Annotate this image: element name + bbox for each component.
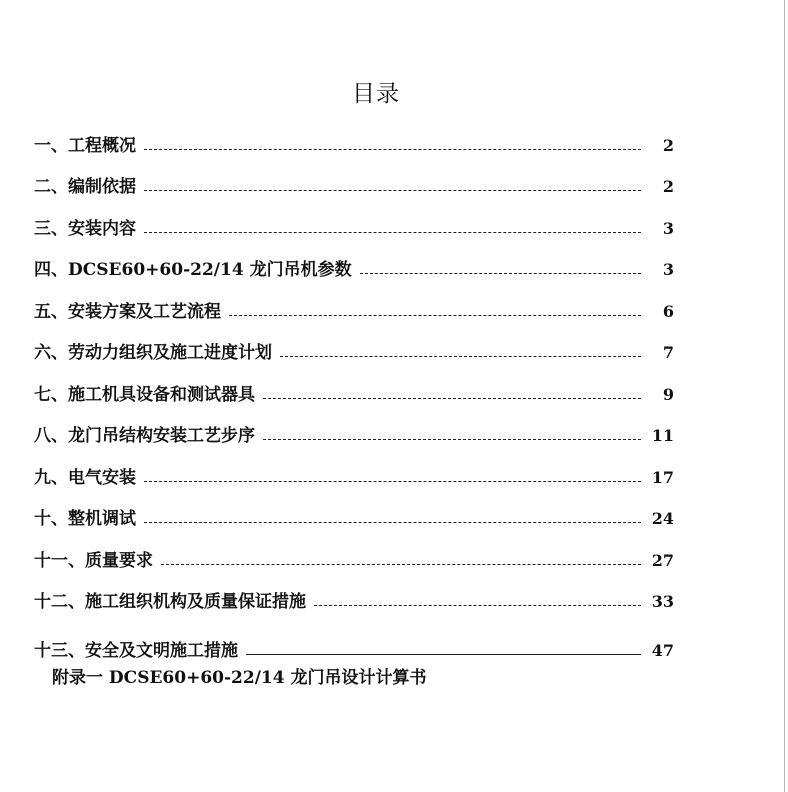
toc-title: 目录 bbox=[352, 81, 400, 107]
toc-entry[interactable] bbox=[34, 166, 674, 208]
toc-entry-page: 9 bbox=[662, 384, 674, 404]
toc-leader-dots bbox=[144, 480, 641, 482]
toc-entry-page: 6 bbox=[662, 301, 674, 321]
toc-entry-label: 六、劳动力组织及施工进度计划 bbox=[34, 343, 272, 363]
toc-entry[interactable] bbox=[34, 629, 674, 671]
table-of-contents bbox=[34, 124, 674, 671]
toc-leader-line bbox=[246, 653, 641, 655]
toc-entry-page: 17 bbox=[651, 467, 674, 487]
toc-entry[interactable] bbox=[34, 332, 674, 374]
toc-entry-label: 三、安装内容 bbox=[34, 218, 136, 239]
appendix-entry[interactable]: 附录一 DCSE60+60-22/14 龙门吊设计计算书 bbox=[52, 668, 427, 688]
toc-entry[interactable] bbox=[34, 498, 674, 540]
toc-entry-page: 24 bbox=[651, 509, 674, 528]
toc-entry-label: 十一、质量要求 bbox=[34, 550, 153, 571]
toc-entry-label: 一、工程概况 bbox=[34, 135, 136, 156]
toc-entry-page: 11 bbox=[651, 426, 674, 445]
toc-entry[interactable] bbox=[34, 415, 674, 457]
toc-leader-dots bbox=[360, 272, 641, 274]
toc-entry[interactable] bbox=[34, 207, 674, 249]
toc-entry[interactable] bbox=[34, 373, 674, 415]
toc-entry-page: 33 bbox=[651, 592, 674, 611]
toc-leader-dots bbox=[229, 314, 641, 316]
toc-entry-page: 2 bbox=[662, 135, 674, 155]
toc-entry-label: 九、电气安装 bbox=[34, 467, 136, 488]
toc-entry-page: 7 bbox=[662, 343, 674, 362]
toc-entry[interactable] bbox=[34, 290, 674, 332]
toc-entry-page: 47 bbox=[651, 640, 674, 660]
toc-entry[interactable] bbox=[34, 124, 674, 166]
toc-leader-dots bbox=[263, 397, 641, 399]
toc-entry-label: 十二、施工组织机构及质量保证措施 bbox=[34, 592, 306, 612]
page-edge-divider bbox=[784, 0, 785, 792]
toc-leader-dots bbox=[280, 355, 641, 357]
toc-entry-label: 七、施工机具设备和测试器具 bbox=[34, 384, 255, 405]
toc-entry-label: 十三、安全及文明施工措施 bbox=[34, 640, 238, 661]
toc-entry[interactable] bbox=[34, 249, 674, 291]
toc-leader-dots bbox=[144, 189, 641, 191]
toc-entry-label: 二、编制依据 bbox=[34, 177, 136, 197]
toc-entry-page: 2 bbox=[662, 177, 674, 196]
toc-leader-dots bbox=[144, 231, 641, 233]
toc-entry-label: 八、龙门吊结构安装工艺步序 bbox=[34, 426, 255, 446]
toc-entry-page: 3 bbox=[662, 260, 674, 279]
toc-leader-dots bbox=[314, 604, 641, 606]
toc-entry-label: 十、整机调试 bbox=[34, 509, 136, 529]
toc-entry-page: 3 bbox=[662, 218, 674, 238]
toc-leader-dots bbox=[144, 521, 641, 523]
toc-entry-label: 五、安装方案及工艺流程 bbox=[34, 301, 221, 322]
toc-entry[interactable] bbox=[34, 539, 674, 581]
toc-leader-dots bbox=[161, 563, 641, 565]
toc-leader-dots bbox=[263, 438, 641, 440]
toc-entry-label: 四、DCSE60+60-22/14 龙门吊机参数 bbox=[34, 260, 352, 280]
toc-entry-page: 27 bbox=[651, 550, 674, 570]
toc-entry[interactable] bbox=[34, 456, 674, 498]
toc-leader-dots bbox=[144, 148, 641, 150]
toc-entry[interactable] bbox=[34, 581, 674, 623]
